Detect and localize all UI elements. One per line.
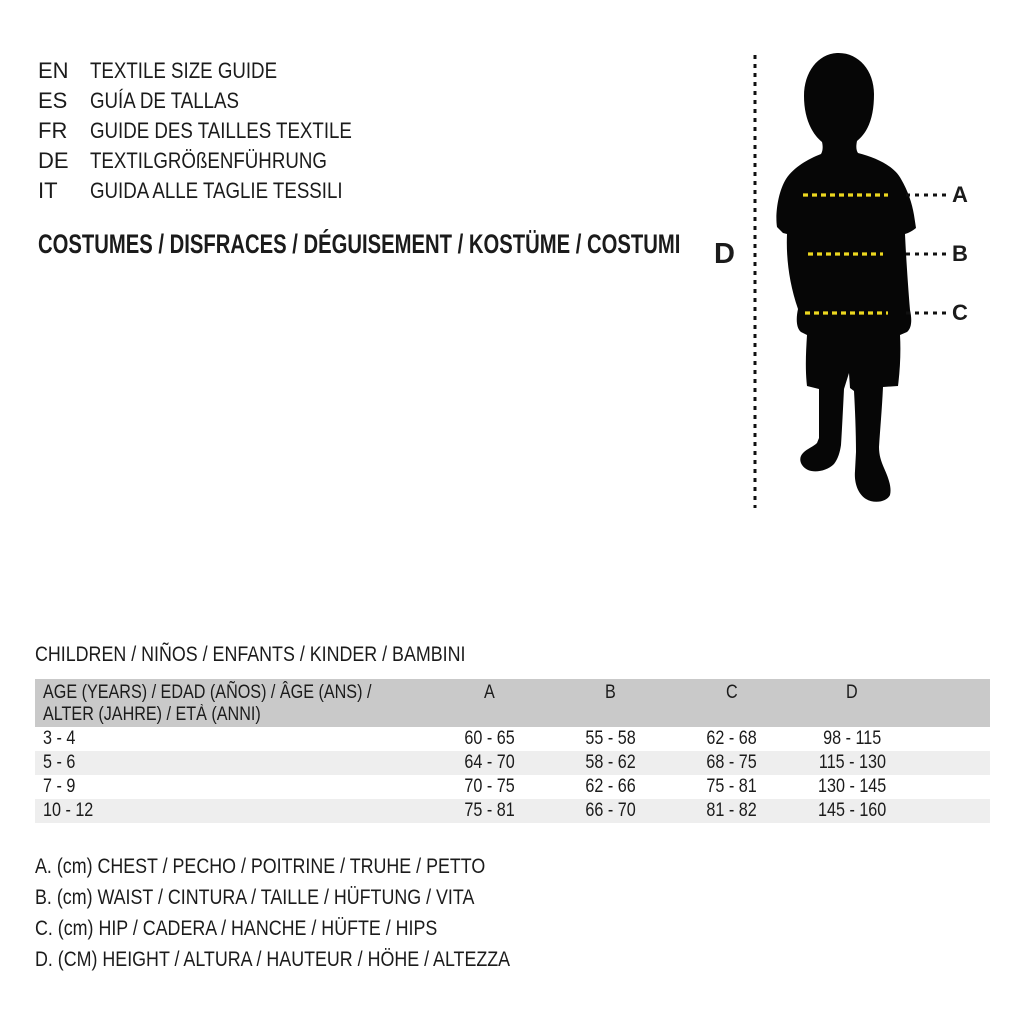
hip-cell: 75 - 81: [706, 776, 757, 797]
table-title: CHILDREN / NIÑOS / ENFANTS / KINDER / BAMBINI: [35, 643, 466, 666]
waist-cell: 55 - 58: [585, 728, 636, 749]
chest-cell: 75 - 81: [464, 800, 515, 821]
column-header-c: C: [725, 682, 738, 703]
language-row-en: [38, 56, 398, 86]
height-cell: 130 - 145: [818, 776, 887, 797]
language-code: FR: [38, 118, 68, 143]
category-heading: COSTUMES / DISFRACES / DÉGUISEMENT / KOSTÜME / COSTUMI: [38, 229, 681, 259]
language-title: GUÍA DE TALLAS: [90, 88, 239, 113]
note-chest: A. (cm) CHEST / PECHO / POITRINE / TRUHE / PETTO: [35, 855, 486, 878]
chest-measure-label: A: [952, 182, 968, 207]
chest-cell: 70 - 75: [464, 776, 515, 797]
table-row: [35, 799, 990, 823]
age-cell: 10 - 12: [43, 800, 94, 821]
age-cell: 7 - 9: [43, 776, 76, 797]
language-title: GUIDE DES TAILLES TEXTILE: [90, 118, 352, 143]
column-header-b: B: [605, 682, 616, 703]
age-cell: 5 - 6: [43, 752, 76, 773]
language-title: TEXTILGRÖßENFÜHRUNG: [90, 148, 327, 173]
table-header-row: [35, 679, 990, 727]
waist-cell: 62 - 66: [585, 776, 636, 797]
age-cell: 3 - 4: [43, 728, 76, 749]
language-row-it: [38, 176, 398, 206]
waist-measure-label: B: [952, 241, 968, 266]
table-row: [35, 727, 990, 751]
children-size-section: [35, 644, 990, 823]
language-row-de: [38, 146, 398, 176]
age-column-header: AGE (YEARS) / EDAD (AÑOS) / ÂGE (ANS) / ALTER (JAHRE) / ETÀ (ANNI): [43, 682, 372, 725]
waist-cell: 58 - 62: [585, 752, 636, 773]
column-header-a: A: [484, 682, 496, 703]
language-title: GUIDA ALLE TAGLIE TESSILI: [90, 178, 343, 203]
hip-cell: 62 - 68: [706, 728, 757, 749]
child-silhouette-graphic: [700, 40, 1024, 520]
language-row-fr: [38, 116, 398, 146]
chest-cell: 60 - 65: [464, 728, 515, 749]
language-code: DE: [38, 148, 69, 173]
language-code: EN: [38, 58, 69, 83]
language-row-es: [38, 86, 398, 116]
waist-cell: 66 - 70: [585, 800, 636, 821]
note-height: D. (CM) HEIGHT / ALTURA / HAUTEUR / HÖHE / ALTEZZA: [35, 948, 511, 971]
height-cell: 98 - 115: [823, 728, 882, 749]
table-row: [35, 751, 990, 775]
hip-measure-label: C: [952, 300, 968, 325]
hip-cell: 81 - 82: [706, 800, 757, 821]
measurement-figure: [700, 40, 1024, 520]
hip-cell: 68 - 75: [706, 752, 757, 773]
language-code: ES: [38, 88, 68, 113]
language-title: TEXTILE SIZE GUIDE: [90, 58, 278, 83]
height-measure-label: D: [714, 238, 735, 270]
table-row: [35, 775, 990, 799]
size-table: [35, 679, 990, 823]
height-cell: 115 - 130: [818, 752, 886, 773]
height-cell: 145 - 160: [818, 800, 887, 821]
child-silhouette: [776, 53, 916, 502]
column-header-d: D: [846, 682, 859, 703]
note-waist: B. (cm) WAIST / CINTURA / TAILLE / HÜFTUNG / VITA: [35, 886, 475, 909]
language-code: IT: [38, 178, 58, 203]
measurement-notes: [35, 851, 594, 975]
chest-cell: 64 - 70: [464, 752, 515, 773]
language-title-list: [38, 56, 398, 206]
note-hip: C. (cm) HIP / CADERA / HANCHE / HÜFTE / HIPS: [35, 917, 438, 940]
